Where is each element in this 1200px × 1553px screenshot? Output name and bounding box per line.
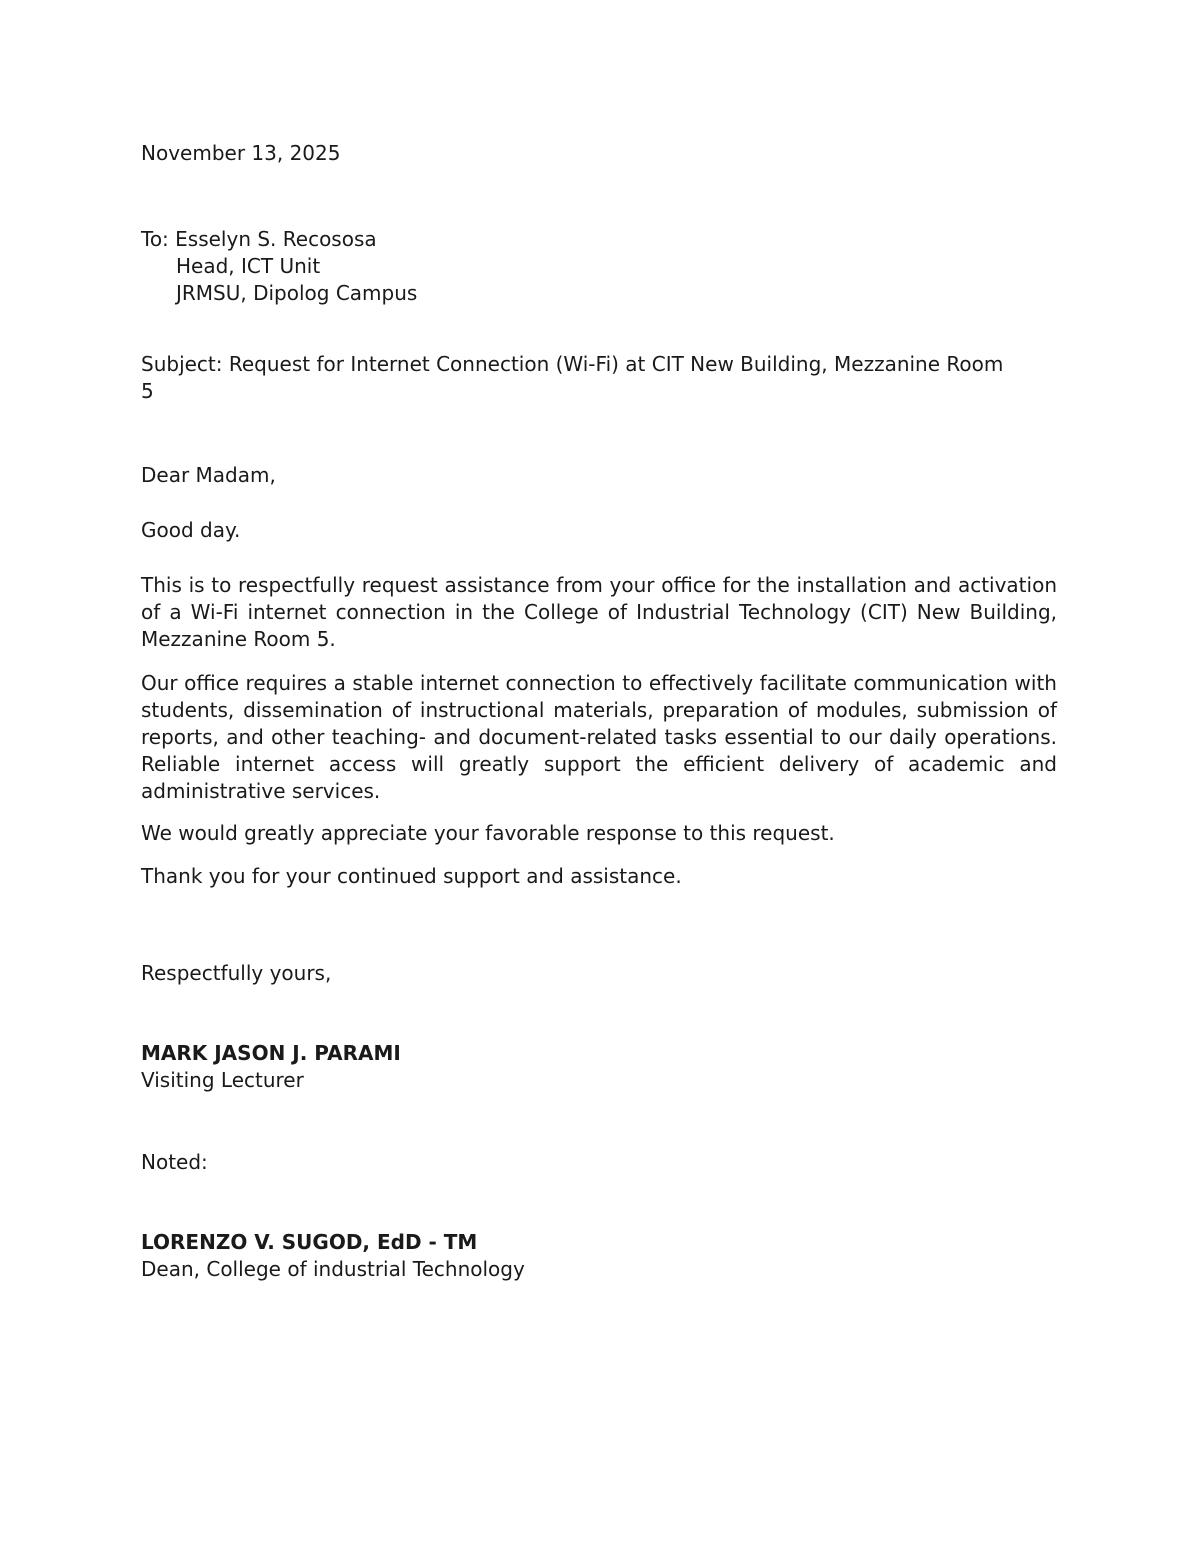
signatory-name: MARK JASON J. PARAMI bbox=[141, 1041, 401, 1065]
body-paragraph-thanks: Thank you for your continued support and assistance. bbox=[141, 864, 682, 888]
letter-subject: Subject: Request for Internet Connection (Wi-Fi) at CIT New Building, Mezzanine Room 5 bbox=[141, 352, 1004, 403]
closing: Respectfully yours, bbox=[141, 961, 332, 985]
body-paragraph-appreciation: We would greatly appreciate your favorable response to this request. bbox=[141, 821, 835, 845]
recipient-line: To: Esselyn S. Recososa bbox=[141, 227, 377, 251]
noted-by-title: Dean, College of industrial Technology bbox=[141, 1257, 525, 1281]
body-paragraph-request: This is to respectfully request assistance from your office for the installation and activation of a Wi-Fi internet connection in the College of Industrial Technology (CIT) New Building, Mezzanine Room 5. bbox=[141, 573, 1057, 651]
noted-label: Noted: bbox=[141, 1150, 208, 1174]
recipient-position: Head, ICT Unit bbox=[176, 254, 321, 278]
salutation: Dear Madam, bbox=[141, 463, 276, 487]
greeting: Good day. bbox=[141, 518, 241, 542]
letter-date: November 13, 2025 bbox=[141, 141, 341, 165]
signatory-title: Visiting Lecturer bbox=[141, 1068, 304, 1092]
recipient-campus: JRMSU, Dipolog Campus bbox=[176, 281, 418, 305]
body-paragraph-justification: Our office requires a stable internet connection to effectively facilitate communication with students, dissemination of instructional materials, preparation of modules, submission of reports, and other teaching- and document-related tasks essential to our daily operations. Reliable internet access will greatly support the efficient delivery of academic and administrative services. bbox=[141, 671, 1057, 803]
noted-by-name: LORENZO V. SUGOD, EdD - TM bbox=[141, 1230, 478, 1254]
